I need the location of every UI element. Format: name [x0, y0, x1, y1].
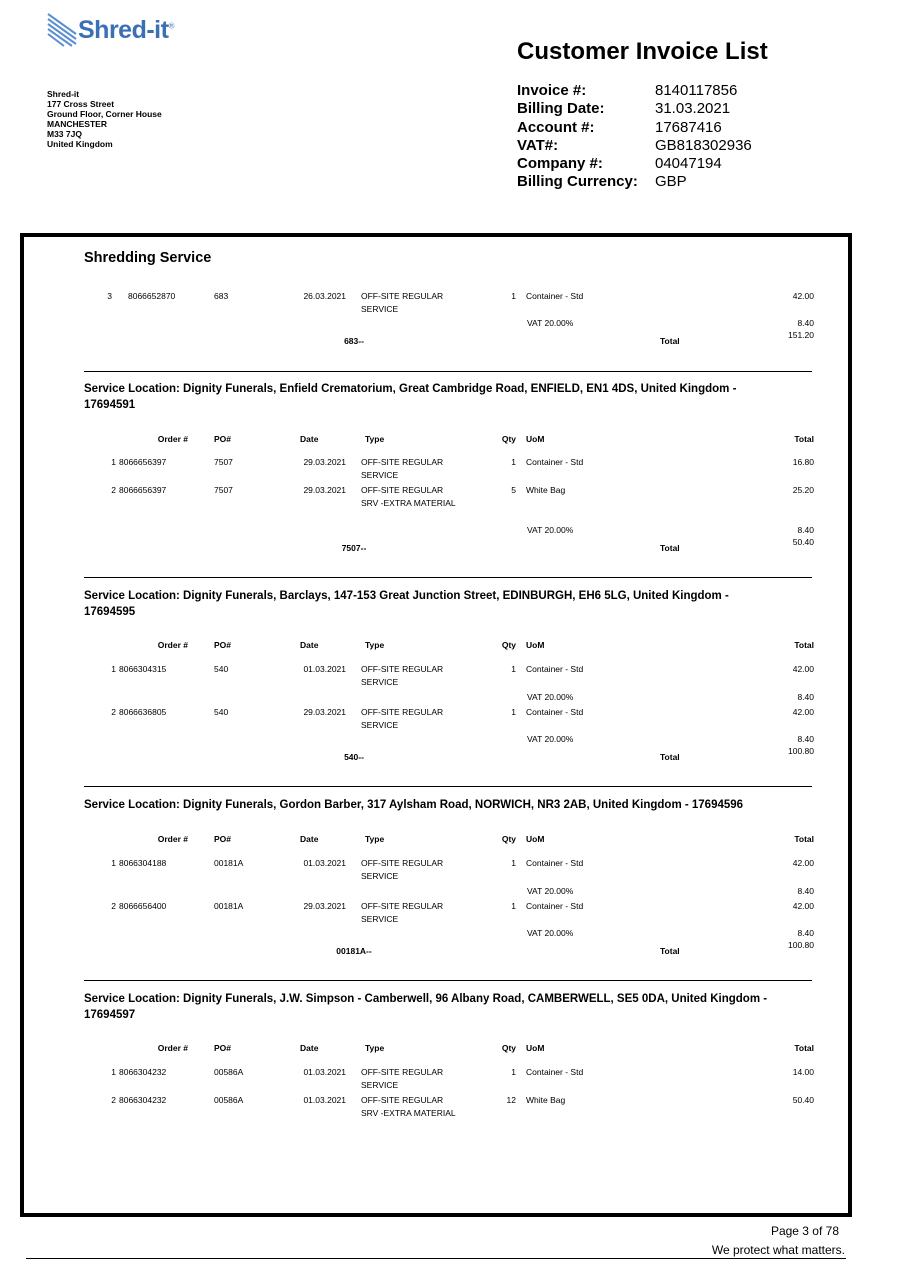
address-line: United Kingdom	[47, 139, 113, 149]
column-header-po: PO#	[214, 1043, 232, 1053]
document-title: Customer Invoice List	[517, 38, 768, 65]
service-date: 29.03.2021	[303, 485, 346, 495]
column-header-type: Type	[365, 640, 385, 650]
quantity: 1	[511, 707, 516, 717]
quantity: 1	[511, 1067, 516, 1077]
vat-label: VAT 20.00%	[527, 525, 574, 535]
line-total: 42.00	[792, 858, 814, 868]
logo-text: Shred-it	[78, 16, 169, 44]
service-type: OFF-SITE REGULAR SERVICE	[361, 858, 444, 881]
po-subtotal-label: 7507--	[341, 543, 367, 553]
line-total: 16.80	[792, 457, 814, 467]
section-title: Service Location: Dignity Funerals, Gordon Barber, 317 Aylsham Road, NORWICH, NR3 2AB, United Kingdom - 17694596	[84, 799, 744, 811]
line-total: 42.00	[792, 901, 814, 911]
meta-key: VAT#:	[517, 136, 559, 154]
column-header-total: Total	[794, 834, 814, 844]
total-label: Total	[660, 336, 680, 346]
vat-amount: 8.40	[797, 886, 814, 896]
row-number: 2	[111, 1095, 116, 1105]
column-header-order: Order #	[157, 434, 188, 444]
column-header-uom: UoM	[526, 640, 545, 650]
column-header-date: Date	[300, 434, 319, 444]
unit-of-measure: Container - Std	[526, 457, 584, 467]
invoice-meta	[517, 82, 817, 192]
total-label: Total	[660, 946, 680, 956]
meta-row	[517, 119, 817, 137]
quantity: 1	[511, 858, 516, 868]
address-line: MANCHESTER	[47, 119, 107, 129]
column-header-uom: UoM	[526, 834, 545, 844]
meta-key: Billing Date:	[517, 100, 605, 118]
footer-divider	[26, 1258, 846, 1259]
column-header-po: PO#	[214, 434, 232, 444]
column-header-qty: Qty	[501, 640, 516, 650]
service-type: OFF-SITE REGULAR SERVICE	[361, 664, 444, 687]
column-header-order: Order #	[157, 640, 188, 650]
line-total: 50.40	[792, 1095, 814, 1105]
order-number: 8066304232	[119, 1095, 167, 1105]
service-date: 26.03.2021	[303, 291, 346, 301]
sender-address	[47, 89, 162, 149]
meta-row	[517, 155, 817, 173]
row-number: 1	[111, 1067, 116, 1077]
order-number: 8066652870	[128, 291, 176, 301]
service-date: 01.03.2021	[303, 664, 346, 674]
address-line: Shred-it	[47, 89, 80, 99]
address-line: 177 Cross Street	[47, 99, 115, 109]
section-title: Service Location: Dignity Funerals, Enfield Crematorium, Great Cambridge Road, ENFIELD, EN1 4DS, United Kingdom - 17694591	[84, 383, 737, 411]
total-label: Total	[660, 543, 680, 553]
section-divider	[84, 577, 812, 578]
quantity: 1	[511, 664, 516, 674]
column-header-uom: UoM	[526, 1043, 545, 1053]
column-header-qty: Qty	[501, 1043, 516, 1053]
po-number: 540	[214, 664, 229, 674]
vat-amount: 8.40	[797, 525, 814, 535]
service-date: 29.03.2021	[303, 901, 346, 911]
service-date: 01.03.2021	[303, 1067, 346, 1077]
line-total: 42.00	[792, 291, 814, 301]
po-number: 7507	[214, 485, 233, 495]
section-title: Shredding Service	[84, 250, 212, 266]
service-date: 01.03.2021	[303, 858, 346, 868]
po-number: 00181A	[214, 858, 244, 868]
quantity: 12	[506, 1095, 516, 1105]
section-total: 100.80	[788, 940, 814, 950]
column-header-date: Date	[300, 834, 319, 844]
address-line: M33 7JQ	[47, 129, 82, 139]
po-subtotal-label: 683--	[344, 336, 364, 346]
unit-of-measure: Container - Std	[526, 707, 584, 717]
row-number: 1	[111, 664, 116, 674]
line-total: 42.00	[792, 707, 814, 717]
column-header-total: Total	[794, 640, 814, 650]
section-total: 151.20	[788, 330, 814, 340]
column-header-qty: Qty	[501, 434, 516, 444]
registered-mark: ®	[168, 21, 174, 31]
column-header-type: Type	[365, 1043, 385, 1053]
section-title: Service Location: Dignity Funerals, Barclays, 147-153 Great Junction Street, EDINBURGH, EH6 5LG, United Kingdom - 17694595	[84, 590, 729, 618]
meta-value: 8140117856	[655, 82, 738, 99]
row-number: 2	[111, 485, 116, 495]
column-header-type: Type	[365, 834, 385, 844]
line-total: 14.00	[792, 1067, 814, 1077]
service-type: OFF-SITE REGULAR SERVICE	[361, 291, 444, 314]
column-header-total: Total	[794, 434, 814, 444]
address-line: Ground Floor, Corner House	[47, 109, 162, 119]
po-number: 540	[214, 707, 229, 717]
meta-value: 04047194	[655, 155, 722, 173]
order-number: 8066304188	[119, 858, 167, 868]
meta-value: 31.03.2021	[655, 100, 731, 118]
meta-row	[517, 173, 817, 191]
section-divider	[84, 786, 812, 787]
meta-value: 17687416	[655, 118, 722, 136]
column-header-po: PO#	[214, 834, 232, 844]
order-number: 8066304315	[119, 664, 167, 674]
section-divider	[84, 980, 812, 981]
service-type: OFF-SITE REGULAR SERVICE	[361, 901, 444, 924]
meta-key: Company #:	[517, 155, 603, 173]
column-header-uom: UoM	[526, 434, 545, 444]
order-number: 8066656397	[119, 457, 167, 467]
section-total: 50.40	[792, 537, 814, 547]
meta-key: Billing Currency:	[517, 173, 638, 191]
unit-of-measure: White Bag	[526, 1095, 566, 1105]
unit-of-measure: Container - Std	[526, 858, 584, 868]
service-type: OFF-SITE REGULAR SRV -EXTRA MATERIAL	[361, 1095, 456, 1118]
po-subtotal-label: 540--	[344, 752, 364, 762]
unit-of-measure: Container - Std	[526, 901, 584, 911]
vat-label: VAT 20.00%	[527, 734, 574, 744]
po-number: 00586A	[214, 1095, 244, 1105]
row-number: 1	[111, 858, 116, 868]
vat-label: VAT 20.00%	[527, 886, 574, 896]
column-header-date: Date	[300, 640, 319, 650]
meta-row	[517, 100, 817, 118]
po-subtotal-label: 00181A--	[336, 946, 372, 956]
unit-of-measure: Container - Std	[526, 664, 584, 674]
unit-of-measure: Container - Std	[526, 1067, 584, 1077]
line-total: 25.20	[792, 485, 814, 495]
po-number: 00181A	[214, 901, 244, 911]
column-header-order: Order #	[157, 1043, 188, 1053]
shred-it-stripes-icon	[46, 12, 78, 48]
vat-amount: 8.40	[797, 928, 814, 938]
unit-of-measure: White Bag	[526, 485, 566, 495]
quantity: 1	[511, 901, 516, 911]
column-header-qty: Qty	[501, 834, 516, 844]
line-total: 42.00	[792, 664, 814, 674]
order-number: 8066636805	[119, 707, 167, 717]
vat-amount: 8.40	[797, 318, 814, 328]
order-number: 8066656397	[119, 485, 167, 495]
section-total: 100.80	[788, 746, 814, 756]
quantity: 1	[511, 291, 516, 301]
vat-amount: 8.40	[797, 692, 814, 702]
section-divider	[84, 371, 812, 372]
service-type: OFF-SITE REGULAR SERVICE	[361, 707, 444, 730]
shred-it-logo	[46, 12, 196, 52]
row-number: 2	[111, 707, 116, 717]
service-type: OFF-SITE REGULAR SERVICE	[361, 457, 444, 480]
po-number: 683	[214, 291, 229, 301]
service-date: 01.03.2021	[303, 1095, 346, 1105]
service-date: 29.03.2021	[303, 707, 346, 717]
meta-key: Invoice #:	[517, 82, 587, 99]
unit-of-measure: Container - Std	[526, 291, 584, 301]
meta-value: GBP	[655, 173, 687, 191]
total-label: Total	[660, 752, 680, 762]
column-header-order: Order #	[157, 834, 188, 844]
quantity: 1	[511, 457, 516, 467]
section-title: Service Location: Dignity Funerals, J.W. Simpson - Camberwell, 96 Albany Road, CAMBERWELL, SE5 0DA, United Kingdom - 17694597	[84, 993, 768, 1021]
row-number: 2	[111, 901, 116, 911]
vat-label: VAT 20.00%	[527, 692, 574, 702]
service-type: OFF-SITE REGULAR SRV -EXTRA MATERIAL	[361, 485, 456, 508]
order-number: 8066656400	[119, 901, 167, 911]
footer-tagline: We protect what matters.	[711, 1243, 845, 1257]
meta-key: Account #:	[517, 118, 595, 136]
invoice-list-frame	[20, 233, 852, 1217]
page-number: Page 3 of 78	[770, 1224, 839, 1238]
service-date: 29.03.2021	[303, 457, 346, 467]
meta-row	[517, 82, 817, 100]
column-header-type: Type	[365, 434, 385, 444]
meta-value: GB818302936	[655, 136, 752, 154]
column-header-date: Date	[300, 1043, 319, 1053]
vat-amount: 8.40	[797, 734, 814, 744]
vat-label: VAT 20.00%	[527, 928, 574, 938]
column-header-total: Total	[794, 1043, 814, 1053]
service-type: OFF-SITE REGULAR SERVICE	[361, 1067, 444, 1090]
po-number: 00586A	[214, 1067, 244, 1077]
row-number: 3	[107, 291, 112, 301]
po-number: 7507	[214, 457, 233, 467]
column-header-po: PO#	[214, 640, 232, 650]
order-number: 8066304232	[119, 1067, 167, 1077]
quantity: 5	[511, 485, 516, 495]
meta-row	[517, 137, 817, 155]
row-number: 1	[111, 457, 116, 467]
vat-label: VAT 20.00%	[527, 318, 574, 328]
